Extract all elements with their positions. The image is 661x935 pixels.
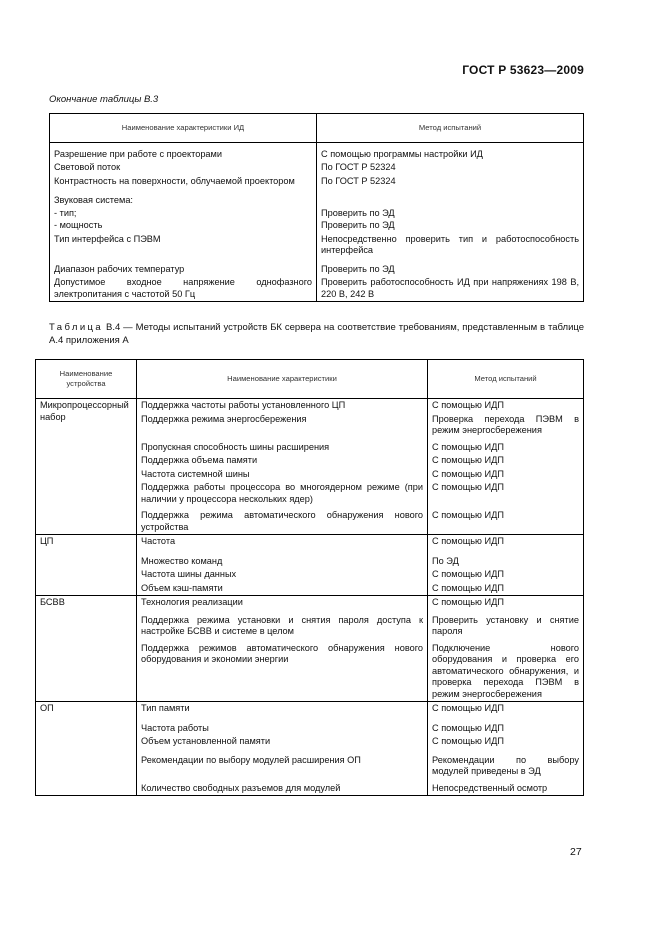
device-cell: ОП: [36, 702, 137, 796]
characteristic-cell: Поддержка режима автоматического обнаружения нового устройства: [137, 509, 428, 535]
table-caption: [49, 322, 584, 347]
table-b4: [35, 359, 584, 796]
method-cell: Проверить установку и снятие пароля: [428, 614, 584, 642]
table-header-row: [36, 360, 584, 399]
method-cell: С помощью ИДП: [428, 568, 584, 582]
table-row: [50, 263, 584, 277]
table-row: [36, 535, 584, 555]
standard-header: ГОСТ Р 53623—2009: [462, 63, 584, 77]
table-header-row: [50, 114, 584, 143]
characteristic-cell: Поддержка частоты работы установленного ЦП: [137, 399, 428, 413]
table-row: [50, 194, 584, 208]
characteristic-cell: Световой поток: [50, 161, 317, 175]
method-cell: Проверить работоспособность ИД при напряжениях 198 В, 220 В, 242 В: [317, 276, 584, 302]
method-cell: С помощью ИДП: [428, 481, 584, 509]
method-cell: Подключение нового оборудования и проверка его автоматического обнаружения, и проверка перехода ПЭВМ в режим энергосбережения: [428, 642, 584, 702]
characteristic-cell: Технология реализации: [137, 596, 428, 614]
column-header: Метод испытаний: [428, 360, 584, 399]
characteristic-cell: Пропускная способность шины расширения: [137, 441, 428, 455]
characteristic-cell: Допустимое входное напряжение однофазного электропитания с частотой 50 Гц: [50, 276, 317, 302]
characteristic-cell: - тип;: [50, 208, 317, 220]
method-cell: С помощью ИДП: [428, 582, 584, 596]
characteristic-cell: Частота шины данных: [137, 568, 428, 582]
characteristic-cell: Количество свободных разъемов для модулей: [137, 782, 428, 796]
method-cell: С помощью ИДП: [428, 441, 584, 455]
table-b3: [49, 113, 584, 302]
device-cell: БСВВ: [36, 596, 137, 702]
characteristic-cell: Частота работы: [137, 722, 428, 736]
method-cell: Проверить по ЭД: [317, 263, 584, 277]
method-cell: По ЭД: [428, 555, 584, 569]
method-cell: Непосредственный осмотр: [428, 782, 584, 796]
method-cell: С помощью ИДП: [428, 735, 584, 754]
table-row: [50, 161, 584, 175]
characteristic-cell: Тип памяти: [137, 702, 428, 722]
device-cell: Микропроцессорный набор: [36, 399, 137, 535]
characteristic-cell: Объем установленной памяти: [137, 735, 428, 754]
method-cell: [317, 194, 584, 208]
table-row: [50, 219, 584, 233]
method-cell: По ГОСТ Р 52324: [317, 161, 584, 175]
table-row: [36, 702, 584, 722]
method-cell: С помощью ИДП: [428, 702, 584, 722]
table-row: [50, 233, 584, 263]
method-cell: С помощью ИДП: [428, 454, 584, 468]
characteristic-cell: Поддержка объема памяти: [137, 454, 428, 468]
column-header: Метод испытаний: [317, 114, 584, 143]
method-cell: С помощью ИДП: [428, 722, 584, 736]
method-cell: По ГОСТ Р 52324: [317, 175, 584, 195]
table-row: [36, 596, 584, 614]
method-cell: С помощью ИДП: [428, 535, 584, 555]
characteristic-cell: Контрастность на поверхности, облучаемой проектором: [50, 175, 317, 195]
method-cell: С помощью ИДП: [428, 596, 584, 614]
method-cell: С помощью ИДП: [428, 468, 584, 482]
method-cell: Проверка перехода ПЭВМ в режим энергосбережения: [428, 413, 584, 441]
table-row: [50, 276, 584, 302]
characteristic-cell: - мощность: [50, 219, 317, 233]
characteristic-cell: Поддержка режима установки и снятия пароля доступа к настройке БСВВ и системе в целом: [137, 614, 428, 642]
characteristic-cell: Множество команд: [137, 555, 428, 569]
characteristic-cell: Поддержка работы процессора во многоядерном режиме (при наличии у процессора нескольких ядер): [137, 481, 428, 509]
column-header: Наименование характеристики ИД: [50, 114, 317, 143]
characteristic-cell: Поддержка режимов автоматического обнаружения нового оборудования и экономии энергии: [137, 642, 428, 702]
characteristic-cell: Поддержка режима энергосбережения: [137, 413, 428, 441]
characteristic-cell: Частота: [137, 535, 428, 555]
caption-text: В.4 — Методы испытаний устройств БК сервера на соответствие требованиям, представленным в таблице А.4 приложения А: [49, 322, 585, 346]
characteristic-cell: Рекомендации по выбору модулей расширения ОП: [137, 754, 428, 782]
characteristic-cell: Разрешение при работе с проекторами: [50, 148, 317, 162]
characteristic-cell: Диапазон рабочих температур: [50, 263, 317, 277]
device-cell: ЦП: [36, 535, 137, 596]
column-header: Наименование характеристики: [137, 360, 428, 399]
table-row: [36, 399, 584, 413]
table-row: [50, 208, 584, 220]
characteristic-cell: Частота системной шины: [137, 468, 428, 482]
characteristic-cell: Звуковая система:: [50, 194, 317, 208]
method-cell: Проверить по ЭД: [317, 219, 584, 233]
table-row: [50, 175, 584, 195]
column-header: Наименование устройства: [36, 360, 137, 399]
method-cell: Рекомендации по выбору модулей приведены в ЭД: [428, 754, 584, 782]
characteristic-cell: Тип интерфейса с ПЭВМ: [50, 233, 317, 263]
method-cell: С помощью ИДП: [428, 399, 584, 413]
method-cell: С помощью ИДП: [428, 509, 584, 535]
characteristic-cell: Объем кэш-памяти: [137, 582, 428, 596]
table-row: [50, 148, 584, 162]
method-cell: Проверить по ЭД: [317, 208, 584, 220]
table-continuation-title: Окончание таблицы В.3: [49, 94, 159, 105]
page-number: 27: [570, 846, 582, 858]
method-cell: С помощью программы настройки ИД: [317, 148, 584, 162]
caption-label: Таблица: [49, 322, 104, 333]
method-cell: Непосредственно проверить тип и работоспособность интерфейса: [317, 233, 584, 263]
